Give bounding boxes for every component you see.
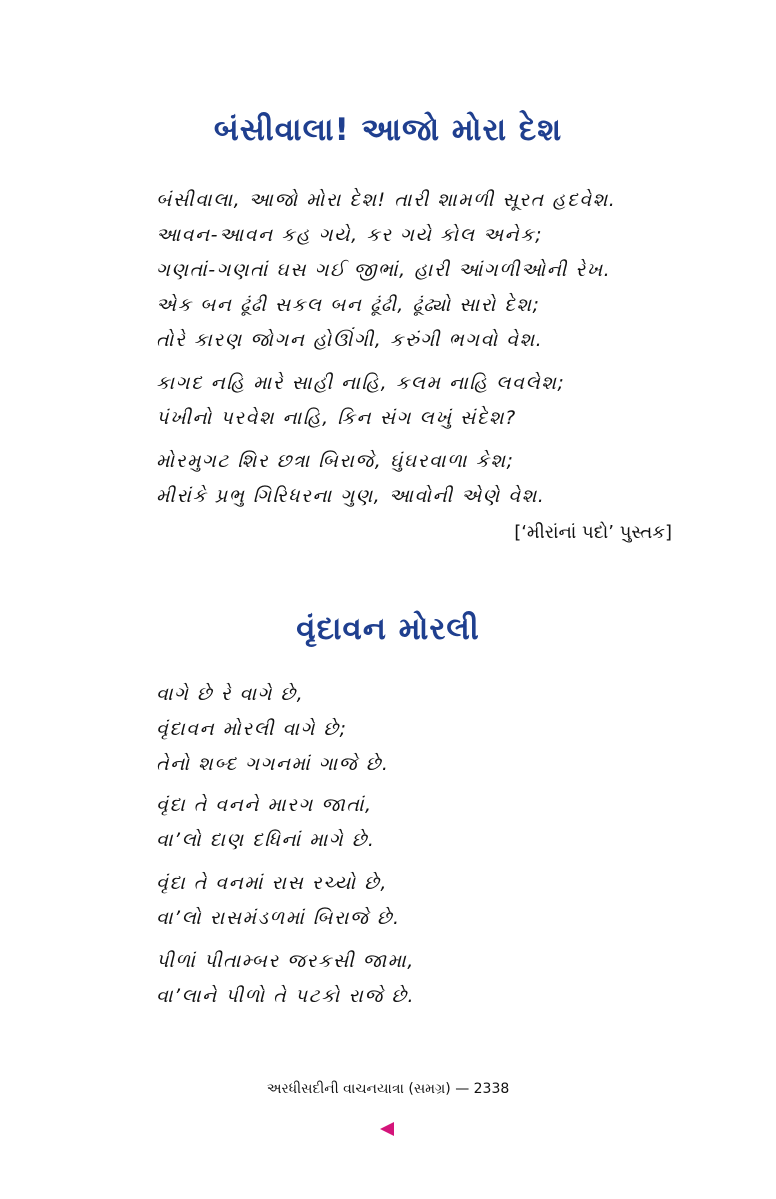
poem-line: પંખીનો પરવેશ નાહિ, કિન સંગ લખું સંદેશ?	[156, 407, 517, 429]
poem-line: મીરાંકે પ્રભુ ગિરિધરના ગુણ, આવોની એણે વેશ.	[156, 485, 546, 507]
poem-title-bansivala: બંસીવાલા! આજો મોરા દેશ	[213, 112, 563, 148]
page-number: 2338	[473, 1081, 510, 1097]
poem1-stanza-4	[156, 444, 545, 514]
poem-line: વૃંદા તે વનમાં રાસ રચ્યો છે,	[156, 872, 388, 894]
poem-line: આવન-આવન કહ ગયે, કર ગયે કોલ અનેક;	[156, 224, 544, 246]
poem1-stanza-1	[156, 183, 616, 288]
poem-line: બંસીવાલા, આજો મોરા દેશ! તારી શામળી સૂરત હદવેશ.	[156, 189, 617, 211]
poem-line: વા’લો દાણ દધિનાં માગે છે.	[156, 829, 376, 851]
source-citation: [‘મીરાંનાં પદો’ પુસ્તક]	[514, 522, 672, 543]
poem2-stanza-4	[156, 944, 415, 1014]
page-footer	[0, 1081, 776, 1097]
poem1-stanza-2	[156, 288, 543, 358]
poem-line: વા’લાને પીળો તે પટકો રાજે છે.	[156, 985, 416, 1007]
poem-line: વાગે છે રે વાગે છે,	[156, 683, 305, 705]
poem-line: મોરમુગટ શિર છત્રા બિરાજે, ઘુંઘરવાળા કેશ;	[156, 450, 515, 472]
poem2-stanza-3	[156, 866, 401, 936]
poem2-stanza-2	[156, 788, 375, 858]
previous-page-arrow-icon[interactable]	[380, 1122, 394, 1136]
book-title: અરધીસદીની વાચનયાત્રા (સમગ્ર)	[266, 1081, 451, 1097]
poem-title-vrundavan-morli: વૃંદાવન મોરલી	[296, 611, 480, 647]
poem-line: એક બન ઢૂંઢી સકલ બન ઢૂંઢી, ઢૂંઢ્યો સારો દેશ;	[156, 294, 541, 316]
poem-line: વૃંદા તે વનને મારગ જાતાં,	[156, 794, 373, 816]
poem1-stanza-3	[156, 366, 565, 436]
poem-line: કાગદ નહિ મારે સાહી નાહિ, કલમ નાહિ લવલેશ;	[156, 372, 566, 394]
poem-line: તોરે કારણ જોગન હોઊંગી, કરુંગી ભગવો વેશ.	[156, 329, 544, 351]
poem-line: તેનો શબ્દ ગગનમાં ગાજે છે.	[156, 753, 390, 775]
footer-separator: —	[455, 1081, 470, 1097]
poem-line: પીળાં પીતામ્બર જરકસી જામા,	[156, 950, 415, 972]
poem-line: વૃંદાવન મોરલી વાગે છે;	[156, 718, 348, 740]
poem-line: વા’લો રાસમંડળમાં બિરાજે છે.	[156, 907, 401, 929]
poem-line: ગણતાં-ગણતાં ઘસ ગઈ જીભાં, હારી આંગળીઓની રેખ.	[156, 259, 612, 281]
poem2-stanza-1	[156, 677, 389, 782]
